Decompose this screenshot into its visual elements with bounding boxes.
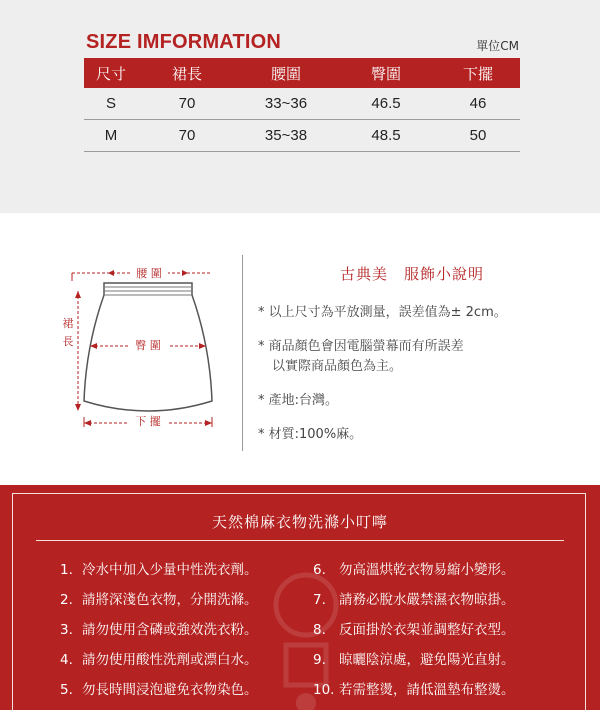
item-text: 反面掛於衣架並調整好衣型。 — [339, 622, 515, 638]
washing-tips-section — [0, 485, 600, 710]
item-number: 3. — [60, 622, 73, 638]
header-length: 裙長 — [138, 58, 236, 88]
note-line: * 商品顏色會因電腦螢幕而有所誤差 — [258, 339, 464, 354]
hem-label: 下 擺 — [135, 415, 161, 428]
cell-size: S — [84, 88, 138, 120]
length-label-top: 裙 — [62, 317, 74, 330]
cell-length: 70 — [138, 120, 236, 152]
header-waist: 腰圍 — [236, 58, 336, 88]
item-number: 10. — [313, 682, 335, 698]
size-table-header — [84, 58, 520, 88]
length-label-bottom: 長 — [62, 335, 74, 348]
cell-hem: 50 — [436, 120, 520, 152]
item-number: 1. — [60, 562, 73, 578]
list-item — [60, 675, 258, 705]
list-item — [258, 337, 578, 377]
list-item: * 材質:100%麻。 — [258, 427, 363, 442]
list-item: * 產地:台灣。 — [258, 393, 339, 408]
item-text: 勿長時間浸泡避免衣物染色。 — [82, 682, 258, 698]
item-number: 9. — [313, 652, 326, 668]
garment-notes-section — [0, 213, 600, 485]
list-item — [313, 615, 515, 645]
list-item — [60, 555, 258, 585]
list-item — [60, 615, 258, 645]
size-table — [84, 58, 520, 152]
list-item — [60, 645, 258, 675]
item-text: 晾曬陰涼處，避免陽光直射。 — [339, 652, 515, 668]
list-item — [313, 585, 515, 615]
size-unit: 單位CM — [476, 39, 519, 53]
table-row — [84, 88, 520, 120]
cell-size: M — [84, 120, 138, 152]
item-number: 4. — [60, 652, 73, 668]
item-text: 請勿使用含磷或強效洗衣粉。 — [82, 622, 258, 638]
item-number: 7. — [313, 592, 326, 608]
header-hem: 下擺 — [436, 58, 520, 88]
item-number: 6. — [313, 562, 326, 578]
item-text: 請務必脫水嚴禁濕衣物晾掛。 — [339, 592, 515, 608]
item-text: 冷水中加入少量中性洗衣劑。 — [82, 562, 258, 578]
list-item: * 以上尺寸為平放測量，誤差值為± 2cm。 — [258, 305, 507, 320]
cell-hip: 48.5 — [336, 120, 436, 152]
size-title: SIZE IMFORMATION — [86, 31, 282, 53]
item-text: 勿高溫烘乾衣物易縮小變形。 — [339, 562, 515, 578]
cell-waist: 35~38 — [236, 120, 336, 152]
list-item — [313, 555, 515, 585]
item-text: 請將深淺色衣物，分開洗滌。 — [82, 592, 258, 608]
washing-divider — [36, 540, 564, 541]
item-text: 請勿使用酸性洗劑或漂白水。 — [82, 652, 258, 668]
item-text: 若需整燙，請低溫墊布整燙。 — [339, 682, 515, 698]
cell-hip: 46.5 — [336, 88, 436, 120]
header-hip: 臀圍 — [336, 58, 436, 88]
notes-title: 古典美 服飾小說明 — [340, 265, 485, 283]
notes-list — [258, 303, 578, 459]
header-size: 尺寸 — [84, 58, 138, 88]
washing-list-left — [60, 555, 258, 705]
washing-list-right — [313, 555, 515, 705]
list-item — [313, 645, 515, 675]
list-item — [60, 585, 258, 615]
item-number: 8. — [313, 622, 326, 638]
vertical-divider — [242, 255, 243, 451]
list-item — [313, 675, 515, 705]
size-information-section — [0, 0, 600, 213]
cell-waist: 33~36 — [236, 88, 336, 120]
skirt-diagram — [60, 251, 230, 441]
washing-title: 天然棉麻衣物洗滌小叮嚀 — [211, 513, 388, 531]
item-number: 2. — [60, 592, 73, 608]
cell-length: 70 — [138, 88, 236, 120]
note-line: 以實際商品顏色為主。 — [272, 359, 403, 374]
item-number: 5. — [60, 682, 73, 698]
table-row — [84, 120, 520, 152]
waist-label: 腰 圍 — [136, 267, 162, 280]
cell-hem: 46 — [436, 88, 520, 120]
hip-label: 臀 圍 — [135, 339, 161, 352]
